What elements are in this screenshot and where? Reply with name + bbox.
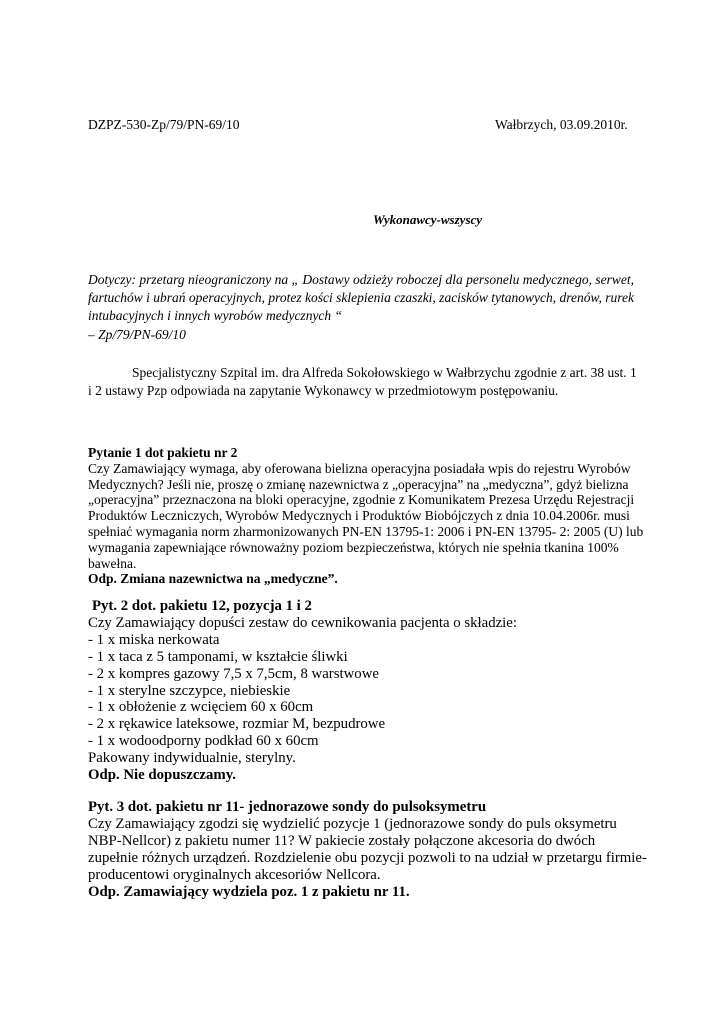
question-line: „operacyjna” przeznaczona na bloki operacyjne, zgodnie z Komunikatem Prezesa Urzędu Rejestracji	[88, 492, 635, 508]
question-1	[88, 445, 648, 587]
intro-paragraph	[88, 364, 648, 399]
answer: Odp. Zmiana nazewnictwa na „medyczne”.	[88, 571, 338, 587]
question-title: Pyt. 2 dot. pakietu 12, pozycja 1 i 2	[92, 598, 312, 614]
list-item: - 1 x sterylne szczypce, niebieskie	[88, 682, 291, 699]
question-line: Czy Zamawiający dopuści zestaw do cewnikowania pacjenta o składzie:	[88, 614, 517, 631]
question-line: wymagania zapewniające równoważny poziom bezpieczeństwa, których nie spełnia tkanina 100%	[88, 539, 619, 555]
question-line: Produktów Leczniczych, Wyrobów Medycznych i Produktów Biobójczych z dnia 10.04.2006r. musi	[88, 508, 630, 524]
intro-line: i 2 ustawy Pzp odpowiada na zapytanie Wykonawcy w przedmiotowym postępowaniu.	[88, 382, 559, 398]
question-line: Medycznych? Jeśli nie, proszę o zmianę nazewnictwa z „operacyjna” na „medyczna”, gdyż bielizna	[88, 476, 629, 492]
list-item: - 1 x miska nerkowata	[88, 631, 220, 648]
question-3	[88, 799, 648, 902]
question-2	[88, 598, 648, 784]
list-item: - 2 x kompres gazowy 7,5 x 7,5cm, 8 warstwowe	[88, 665, 379, 682]
intro-line	[88, 364, 648, 382]
list-item: - 2 x rękawice lateksowe, rozmiar M, bezpudrowe	[88, 716, 386, 733]
answer: Odp. Zamawiający wydziela poz. 1 z pakietu nr 11.	[88, 884, 410, 901]
question-line: NBP-Nellcor) z pakietu numer 11? W pakiecie zostały połączone akcesoria do dwóch	[88, 833, 596, 850]
subject-reference: – Zp/79/PN-69/10	[88, 327, 186, 342]
question-title: Pytanie 1 dot pakietu nr 2	[88, 445, 238, 460]
question-line: spełniać wymagania norm zharmonizowanych PN-EN 13795-1: 2006 i PN-EN 13795- 2: 2005 (U) lub	[88, 523, 644, 539]
list-item: - 1 x obłożenie z wcięciem 60 x 60cm	[88, 699, 314, 716]
subject	[88, 271, 648, 325]
place-date: Wałbrzych, 03.09.2010r.	[495, 117, 628, 132]
intro-line-text: Specjalistyczny Szpital im. dra Alfreda Sokołowskiego w Wałbrzychu zgodnie z art. 38 ust. 1	[132, 365, 637, 380]
question-line: Czy Zamawiający zgodzi się wydzielić pozycje 1 (jednorazowe sondy do puls oksymetru	[88, 816, 617, 833]
list-item: - 1 x taca z 5 tamponami, w kształcie śliwki	[88, 648, 348, 665]
subject-line: Dotyczy: przetarg nieograniczony na „ Dostawy odzieży roboczej dla personelu medycznego, serwet,	[88, 272, 635, 287]
subject-line: fartuchów i ubrań operacyjnych, protez kości sklepienia czaszki, zacisków tytanowych, drenów, rurek	[88, 290, 635, 305]
question-line: Pakowany indywidualnie, sterylny.	[88, 750, 296, 767]
answer: Odp. Nie dopuszczamy.	[88, 767, 236, 784]
question-title: Pyt. 3 dot. pakietu nr 11- jednorazowe sondy do pulsoksymetru	[88, 799, 487, 815]
subject-line: intubacyjnych i innych wyrobów medycznych “	[88, 308, 343, 323]
reference-number: DZPZ-530-Zp/79/PN-69/10	[88, 117, 240, 132]
question-line: Czy Zamawiający wymaga, aby oferowana bielizna operacyjna posiadała wpis do rejestru Wyrobów	[88, 460, 631, 476]
question-line: producentowi oryginalnych akcesoriów Nellcora.	[88, 867, 381, 884]
question-line: bawełna.	[88, 555, 137, 571]
question-line: zupełnie różnych urządzeń. Rozdzielenie obu pozycji pozwoli to na udział w przetargu firmie-	[88, 850, 647, 867]
addressee: Wykonawcy-wszyscy	[373, 212, 483, 227]
list-item: - 1 x wodoodporny podkład 60 x 60cm	[88, 733, 319, 750]
